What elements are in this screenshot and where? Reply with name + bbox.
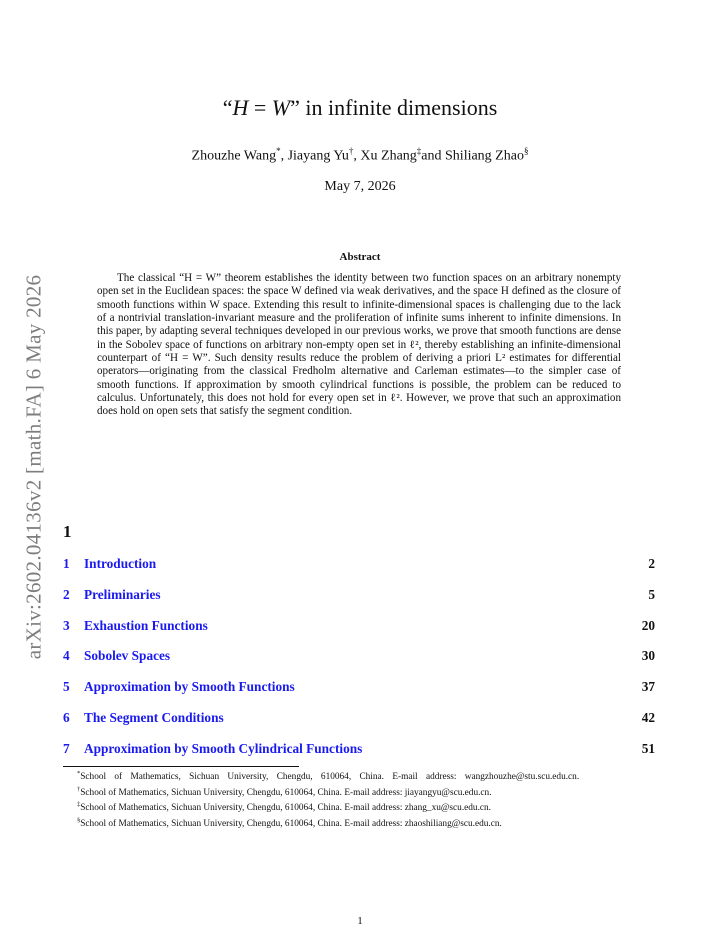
toc-section-title[interactable]: Exhaustion Functions (84, 617, 208, 633)
author-name: Xu Zhang (360, 148, 417, 164)
title-rhs: W (271, 95, 291, 120)
footnote-mark: ‡ (77, 801, 81, 809)
toc-section-number[interactable]: 3 (63, 617, 70, 633)
title-lhs: H (232, 95, 249, 120)
footnotes (63, 768, 655, 831)
toc-page-number: 37 (641, 679, 655, 695)
toc-link[interactable] (63, 648, 170, 664)
table-of-contents (63, 556, 655, 772)
arxiv-identifier-stamp (16, 247, 52, 687)
author-name: Zhouzhe Wang (191, 148, 277, 164)
toc-link[interactable] (63, 556, 156, 572)
toc-section-title[interactable]: Preliminaries (84, 586, 161, 602)
author-separator: , (280, 148, 288, 164)
author-separator: , (353, 148, 361, 164)
abstract-body: The classical “H = W” theorem establishes the identity between two function spaces on an arbitrary nonempty open set in the Euclidean spaces: the space W defined via weak derivatives, and the space H defined as the closure of smooth functions within W space. Extending this result to infinite-dimensional spaces is challenging due to the lack of a nontrivial translation-invariant measure and the proliferation of infinite sums inherent to infinite dimensions. In this paper, by adapting several techniques developed in our previous works, we prove that smooth functions are dense in the Sobolev space of functions on arbitrary non-empty open set in ℓ², thereby establishing an infinite-dimensional counterpart of “H = W”. Such density results reduce the problem of deriving a priori L² estimates for differential operators—originating from the classical Fredholm alternative and Carleman estimates—to the simpler case of smooth functions. If approximation by smooth cylindrical functions is possible, the problem can be reduced to calculus. Unfortunately, this does not hold for every open set in ℓ². However, we prove that such an approximation does hold on open sets that satisfy the segment condition. (97, 272, 621, 418)
paper-title (0, 95, 720, 121)
toc-section-title[interactable]: Approximation by Smooth Cylindrical Functions (84, 740, 363, 756)
footnote-text: School of Mathematics, Sichuan University, Chengdu, 610064, China. E-mail address: zhang_xu@scu.edu.cn. (80, 803, 491, 814)
toc-entry[interactable] (63, 556, 655, 587)
author-name: Jiayang Yu (287, 148, 349, 164)
toc-section-title[interactable]: Sobolev Spaces (84, 648, 171, 664)
author-list (0, 146, 720, 165)
footnote-divider (63, 766, 299, 767)
toc-page-number: 2 (648, 556, 655, 571)
toc-link[interactable] (63, 741, 362, 757)
arxiv-identifier-text: arXiv:2602.04136v2 [math.FA] 6 May 2026 (21, 274, 46, 660)
toc-page-number: 20 (641, 617, 655, 633)
paper-date: May 7, 2026 (324, 179, 396, 194)
toc-section-number[interactable]: 2 (63, 586, 70, 602)
footnote (63, 815, 655, 831)
toc-entry[interactable] (63, 648, 655, 679)
page-number: 1 (357, 915, 363, 927)
toc-entry[interactable] (63, 710, 655, 741)
toc-section-number[interactable]: 6 (63, 709, 70, 725)
author-mark[interactable]: † (348, 146, 354, 156)
toc-page-number: 51 (641, 740, 655, 756)
toc-section-number[interactable]: 1 (63, 556, 70, 571)
toc-link[interactable] (63, 618, 208, 634)
author-name: Shiliang Zhao (445, 148, 524, 164)
toc-section-title[interactable]: Approximation by Smooth Functions (84, 679, 295, 695)
footnote (63, 768, 655, 784)
toc-section-number[interactable]: 5 (63, 679, 70, 695)
toc-entry[interactable] (63, 679, 655, 710)
toc-link[interactable] (63, 587, 161, 603)
toc-link[interactable] (63, 710, 224, 726)
toc-entry[interactable] (63, 587, 655, 618)
toc-section-title[interactable]: Introduction (84, 556, 157, 571)
footnote (63, 784, 655, 800)
footnote-mark: † (77, 785, 81, 793)
toc-section-number[interactable]: 7 (63, 740, 70, 756)
author-mark[interactable]: § (523, 146, 529, 156)
author-mark[interactable]: * (276, 146, 281, 156)
footnote (63, 799, 655, 815)
toc-page-number: 30 (641, 648, 655, 664)
toc-entry[interactable] (63, 618, 655, 649)
toc-section-title[interactable]: The Segment Conditions (84, 709, 224, 725)
toc-page-number: 5 (648, 586, 655, 602)
title-rest: ” in infinite dimensions (290, 95, 498, 120)
footnote-text: School of Mathematics, Sichuan University, Chengdu, 610064, China. E-mail address: zhaoshiliang@scu.edu.cn. (80, 819, 502, 830)
toc-heading: 1 (63, 522, 72, 541)
footnote-mark: * (77, 770, 81, 777)
toc-page-number: 42 (641, 709, 655, 725)
footnote-text: School of Mathematics, Sichuan University, Chengdu, 610064, China. E-mail address: wangzhouzhe@stu.scu.edu.cn. (80, 772, 580, 783)
toc-section-number[interactable]: 4 (63, 648, 70, 664)
footnote-text: School of Mathematics, Sichuan University, Chengdu, 610064, China. E-mail address: jiayangyu@scu.edu.cn. (80, 787, 492, 798)
abstract-heading: Abstract (339, 251, 381, 263)
toc-link[interactable] (63, 679, 295, 695)
title-quote-open: “ (222, 95, 233, 120)
title-eq: = (248, 95, 272, 120)
author-separator: and (421, 148, 446, 164)
footnote-mark: § (77, 817, 81, 825)
author-mark[interactable]: ‡ (416, 146, 422, 156)
